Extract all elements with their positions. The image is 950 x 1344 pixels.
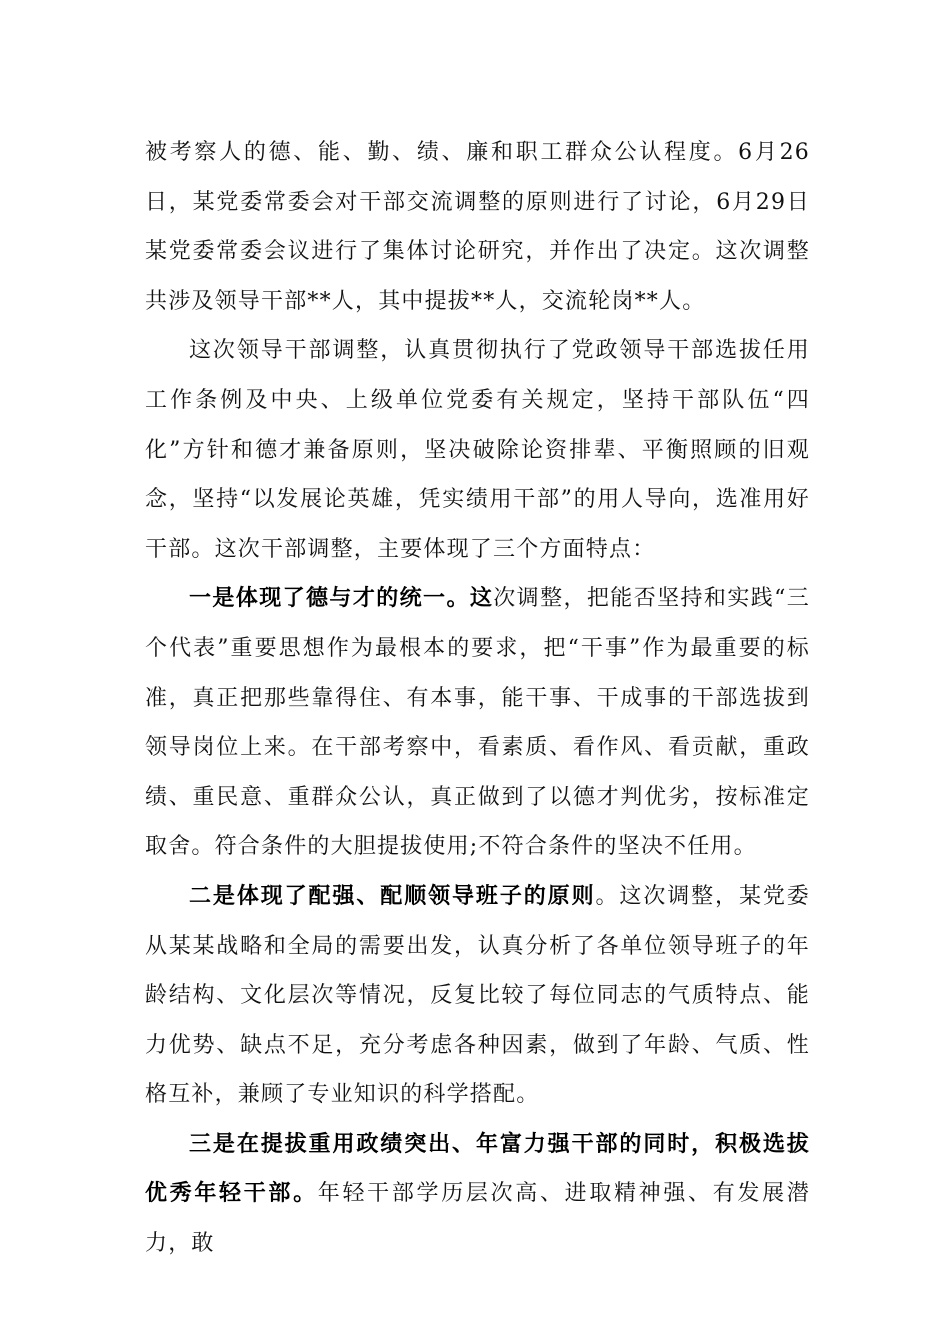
paragraph-4: [145, 872, 810, 1120]
paragraph-5-lead: 三是在提拔重用政绩突出、年富力强干部的同时，积极选拔优秀年轻干部。: [145, 1130, 810, 1207]
paragraph-2-text: 这次领导干部调整，认真贯彻执行了党政领导干部选拔任用工作条例及中央、上级单位党委有关规定，坚持干部队伍“四化”方针和德才兼备原则，坚决破除论资排辈、平衡照顾的旧观念，坚持“以发展论英雄，凭实绩用干部”的用人导向，选准用好干部。这次干部调整，主要体现了三个方面特点：: [145, 338, 810, 562]
paragraph-1: [145, 128, 810, 326]
document-body: [145, 128, 810, 1269]
paragraph-3: [145, 574, 810, 872]
paragraph-4-lead: 二是体现了配强、配顺领导班子的原则: [189, 882, 596, 909]
paragraph-2: [145, 326, 810, 574]
paragraph-5-text: 年轻干部学历层次高、进取精神强、有发展潜力，敢: [145, 1181, 810, 1257]
paragraph-3-text: 次调整，把能否坚持和实践“三个代表”重要思想作为最根本的要求，把“干事”作为最重要的标准，真正把那些靠得住、有本事，能干事、干成事的干部选拔到领导岗位上来。在干部考察中，看素质、看作风、看贡献，重政绩、重民意、重群众公认，真正做到了以德才判优劣，按标准定取舍。符合条件的大胆提拔使用;不符合条件的坚决不任用。: [145, 586, 810, 860]
paragraph-1-text: 被考察人的德、能、勤、绩、廉和职工群众公认程度。6月26日，某党委常委会对干部交流调整的原则进行了讨论，6月29日某党委常委会议进行了集体讨论研究，并作出了决定。这次调整共涉及领导干部**人，其中提拔**人，交流轮岗**人。: [145, 140, 810, 314]
paragraph-3-lead: 一是体现了德与才的统一。这: [189, 585, 494, 612]
paragraph-5: [145, 1120, 810, 1269]
paragraph-4-text: 。这次调整，某党委从某某战略和全局的需要出发，认真分析了各单位领导班子的年龄结构、文化层次等情况，反复比较了每位同志的气质特点、能力优势、缺点不足，充分考虑各种因素，做到了年龄、气质、性格互补，兼顾了专业知识的科学搭配。: [145, 883, 810, 1108]
